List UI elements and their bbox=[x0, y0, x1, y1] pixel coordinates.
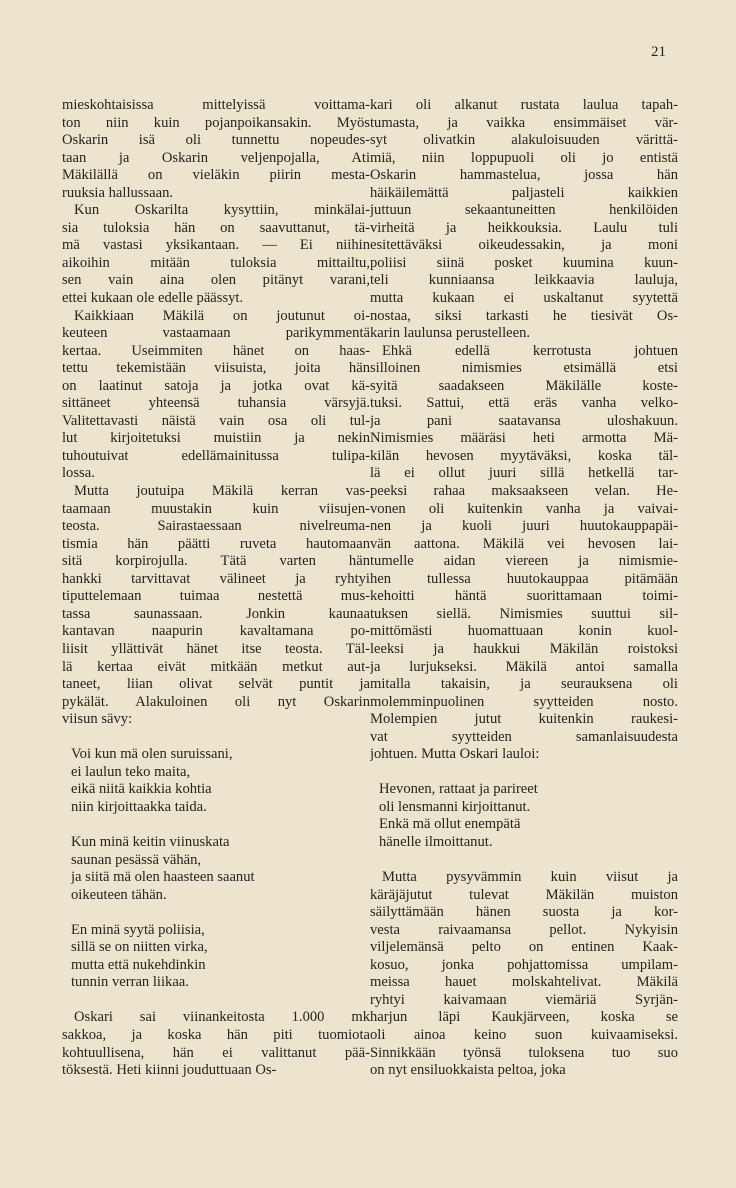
poem-line: Kun minä keitin viinuskata bbox=[71, 833, 230, 850]
text-line: tumelle aidan viereen ja nimismie- bbox=[370, 553, 678, 570]
stanza-gap bbox=[62, 729, 370, 747]
text-line: tuhoutuivat edellämainitussa tulipa- bbox=[62, 447, 370, 464]
left-column bbox=[62, 97, 370, 1080]
text-line: lut kirjoitetuksi muistiin ja nekin bbox=[62, 430, 370, 447]
text-line: sakkoa, ja koska hän piti tuomiota bbox=[62, 1026, 370, 1043]
poem-line: ja siitä mä olen haasteen saanut bbox=[71, 869, 255, 886]
text-line: kertaa. Useimmiten hänet on haas- bbox=[62, 342, 370, 359]
poem-line: eikä niitä kaikkia kohtia bbox=[71, 781, 212, 798]
text-line: tumasta, ja vaikka ensimmäiset vär- bbox=[370, 114, 678, 131]
poem-line: En minä syytä poliisia, bbox=[71, 921, 205, 938]
text-line: taamaan muustakin kuin viisujen- bbox=[62, 500, 370, 517]
text-line: ton niin kuin pojanpoikansakin. Myös bbox=[62, 114, 370, 131]
stanza-gap bbox=[62, 992, 370, 1010]
stanza-gap bbox=[62, 904, 370, 922]
text-line: virheitä ja heikkouksia. Laulu tuli bbox=[370, 219, 678, 236]
poem-line: oikeuteen tähän. bbox=[71, 886, 167, 903]
text-line: nostaa, siksi tarkasti he tiesivät Os- bbox=[370, 307, 678, 324]
text-line: lä ei ollut juuri sillä hetkellä tar- bbox=[370, 465, 678, 482]
text-line: pykälät. Alakuloinen oli nyt Oskarin bbox=[62, 693, 370, 710]
text-line: kari oli alkanut rustata laulua tapah- bbox=[370, 97, 678, 113]
text-line: Oskari sai viinankeitosta 1.000 mk bbox=[74, 1009, 370, 1026]
text-line: teli kunniaansa leikkaavia lauluja, bbox=[370, 272, 678, 289]
text-line: vän aattona. Mäkilä vei hevosen lai- bbox=[370, 535, 678, 552]
text-line: liisit yllättivät hänet itse teosta. Täl- bbox=[62, 640, 370, 657]
text-line: ja pani saatavansa uloshakuun. bbox=[370, 412, 678, 429]
text-line: harjun läpi Kaukjärveen, koska se bbox=[370, 1009, 678, 1026]
text-line: peeksi rahaa maksaakseen velan. He- bbox=[370, 483, 678, 500]
text-line: kilän hevosen myytäväksi, koska täl- bbox=[370, 447, 678, 464]
text-line: tassa saunassaan. Jonkin kaunaa bbox=[62, 605, 370, 622]
text-line: molemminpuolinen syytteiden nosto. bbox=[370, 693, 678, 710]
text-line: teosta. Sairastaessaan nivelreuma- bbox=[62, 518, 370, 535]
text-line: ryhtyi kaivamaan viemäriä Syrjän- bbox=[370, 991, 678, 1008]
text-line: viisun sävy: bbox=[62, 711, 133, 728]
text-line: karin laulunsa perustelleen. bbox=[370, 325, 531, 342]
text-line: tiputtelemaan tuimaa nestettä mus- bbox=[62, 588, 370, 605]
text-line: töksestä. Heti kiinni jouduttuaan Os- bbox=[62, 1062, 277, 1079]
text-line: mieskohtaisissa mittelyissä voittama- bbox=[62, 97, 370, 113]
text-line: lä kertaa eivät mitkään metkut aut- bbox=[62, 658, 370, 675]
text-line: mä vastasi yksikantaan. — Ei niihin bbox=[62, 237, 370, 254]
text-line: tismia hän päätti ruveta hautomaan bbox=[62, 535, 370, 552]
text-line: kehoitti häntä suorittamaan toimi- bbox=[370, 588, 678, 605]
text-line: Ehkä edellä kerrotusta johtuen bbox=[382, 342, 678, 359]
text-line: ja lurjukseksi. Mäkilä antoi samalla bbox=[370, 658, 678, 675]
text-line: kosuo, jonka pohjattomissa umpilam- bbox=[370, 956, 678, 973]
text-line: oli ainoa keino suon kuivaamiseksi. bbox=[370, 1026, 678, 1043]
text-line: lossa. bbox=[62, 465, 95, 482]
text-line: aikoihin mitään tuloksia mittailtu, bbox=[62, 254, 370, 271]
text-line: Nimismies määräsi heti armotta Mä- bbox=[370, 430, 678, 447]
text-line: taneet, liian olivat selvät puntit ja bbox=[62, 676, 370, 693]
text-line: silloinen nimismies etsimällä etsi bbox=[370, 360, 678, 377]
text-line: Kaikkiaan Mäkilä on joutunut oi- bbox=[74, 307, 370, 324]
poem-line: Voi kun mä olen suruissani, bbox=[71, 746, 233, 763]
poem-line: oli lensmanni kirjoittanut. bbox=[379, 798, 531, 815]
text-line: kohtuullisena, hän ei valittanut pää- bbox=[62, 1044, 370, 1061]
text-line: esitettäväksi oikeudessakin, ja moni bbox=[370, 237, 678, 254]
poem-line: tunnin verran liikaa. bbox=[71, 974, 189, 991]
text-line: säilyttämään hänen suosta ja kor- bbox=[370, 904, 678, 921]
text-line: Mäkilällä on vieläkin piirin mesta- bbox=[62, 167, 370, 184]
page-number: 21 bbox=[651, 44, 666, 60]
stanza-gap bbox=[62, 816, 370, 834]
text-line: vonen oli kuitenkin vanha ja vaivai- bbox=[370, 500, 678, 517]
text-line: ruuksia hallussaan. bbox=[62, 184, 174, 201]
text-line: mitalla takaisin, ja seurauksena oli bbox=[370, 676, 678, 693]
text-line: hen tullessa huutokauppaa pitämään bbox=[370, 570, 678, 587]
text-line: nen ja kuoli juuri huutokauppapäi- bbox=[370, 518, 678, 535]
poem-line: ei laulun teko maita, bbox=[71, 763, 191, 780]
text-line: Mutta joutuipa Mäkilä kerran vas- bbox=[74, 483, 370, 500]
text-line: kantavan naapurin kavaltamana po- bbox=[62, 623, 370, 640]
text-line: juttuun sekaantuneitten henkilöiden bbox=[370, 202, 678, 219]
poem-line: mutta että nukehdinkin bbox=[71, 956, 206, 973]
poem-line: sillä se on niitten virka, bbox=[71, 939, 208, 956]
text-line: sia tuloksia hän on saavuttanut, tä- bbox=[62, 219, 370, 236]
text-line: sittäneet yhteensä tuhansia värsyjä. bbox=[62, 395, 370, 412]
text-line: ettei kukaan ole edelle päässyt. bbox=[62, 290, 244, 307]
poem-line: niin kirjoittaakka taida. bbox=[71, 798, 207, 815]
text-line: vat syytteiden samanlaisuudesta bbox=[370, 728, 678, 745]
stanza-gap bbox=[370, 764, 678, 782]
text-line: syt olivatkin alakuloisuuden värittä- bbox=[370, 132, 678, 149]
text-line: leeksi ja haukkui Mäkilän roistoksi bbox=[370, 640, 678, 657]
text-line: syitä saadakseen Mäkilälle koste- bbox=[370, 377, 678, 394]
text-line: vesta raivaamansa pellot. Nykyisin bbox=[370, 921, 678, 938]
text-line: miä, niin loppupuoli oli jo entistä bbox=[370, 149, 678, 166]
text-line: Valitettavasti näistä vain osa oli tul- bbox=[62, 412, 370, 429]
poem-line: hänelle ilmoittanut. bbox=[379, 833, 493, 850]
text-line: poliisi siinä posket kuumina kuun- bbox=[370, 254, 678, 271]
text-line: Sinnikkään työnsä tuloksena tuo suo bbox=[370, 1044, 678, 1061]
text-line: Oskarin isä oli tunnettu nopeudes- bbox=[62, 132, 370, 149]
text-line: käräjäjutut tulevat Mäkilän muiston bbox=[370, 886, 678, 903]
text-line: viljelemänsä pelto on entinen Kaak- bbox=[370, 939, 678, 956]
poem-line: Enkä mä ollut enempätä bbox=[379, 816, 521, 833]
text-line: mutta kukaan ei uskaltanut syytettä bbox=[370, 290, 678, 307]
right-column bbox=[370, 97, 678, 1080]
text-line: on laatinut satoja ja jotka ovat kä- bbox=[62, 377, 370, 394]
text-line: häikäilemättä paljasteli kaikkien bbox=[370, 184, 678, 201]
text-line: Molempien jutut kuitenkin raukesi- bbox=[370, 711, 678, 728]
text-line: hankki tarvittavat välineet ja ryhtyi bbox=[62, 570, 370, 587]
text-line: tettu tekemistään viisuista, joita hän bbox=[62, 360, 370, 377]
text-line: meissa hauet molskahtelivat. Mäkilä bbox=[370, 974, 678, 991]
text-line: sen vain aina olen pitänyt varani, bbox=[62, 272, 370, 289]
stanza-gap bbox=[370, 852, 678, 870]
text-line: sitä korpirojulla. Tätä varten hän bbox=[62, 553, 370, 570]
text-line: keuteen vastaamaan parikymmentä bbox=[62, 325, 370, 342]
poem-line: Hevonen, rattaat ja parireet bbox=[379, 781, 538, 798]
text-line: on nyt ensiluokkaista peltoa, joka bbox=[370, 1062, 566, 1079]
text-line: Kun Oskarilta kysyttiin, minkälai- bbox=[74, 202, 370, 219]
text-line: johtuen. Mutta Oskari lauloi: bbox=[370, 746, 540, 763]
text-line: taan ja Oskarin veljenpojalla, Ati bbox=[62, 149, 370, 166]
text-line: tuksen siellä. Nimismies suuttui sil- bbox=[370, 605, 678, 622]
poem-line: saunan pesässä vähän, bbox=[71, 851, 202, 868]
text-line: mittömästi huomattuaan konin kuol- bbox=[370, 623, 678, 640]
text-line: tuksi. Sattui, että eräs vanha velko- bbox=[370, 395, 678, 412]
text-line: Oskarin hammastelua, jossa hän bbox=[370, 167, 678, 184]
text-line: Mutta pysyvämmin kuin viisut ja bbox=[382, 869, 678, 886]
